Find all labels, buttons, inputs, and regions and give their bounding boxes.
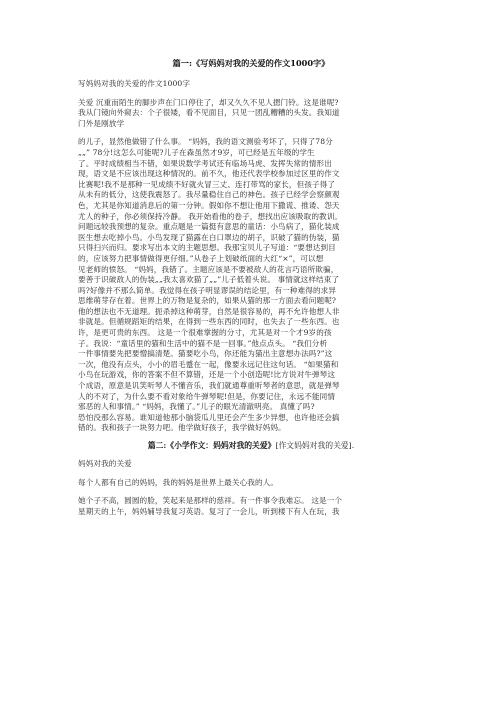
text-line: 从未有的低分，这使我震怒了。我尽量稳住自己的神色。孩子已经学会察颜观 bbox=[78, 190, 340, 200]
text-line: 非就是。但循规蹈矩的结果，在得到一些东西的同时，也失去了一些东西。也 bbox=[78, 317, 340, 327]
article1-intro bbox=[78, 98, 424, 130]
text-line: 吗?好像并不那么简单。我觉得在孩子明显谬误的结论里，有一种难得的求异 bbox=[78, 285, 337, 295]
text-line: 只得扫兴而归。要求写出本文的主题思想。我那宝贝儿子写道：“要想达到目 bbox=[78, 243, 336, 253]
text-line: 尤人的种子，你必须保持冷静。 我开始看他的卷子，想找出应该吸取的教训。 bbox=[78, 211, 343, 221]
text-line: 错的。我和孩子一块努力吧。他学做好孩子，我学做好妈妈。 bbox=[78, 423, 286, 433]
text-line: 邪恶的人和事情。” “妈妈，我懂了。”儿子的眼光清澈明亮。 真懂了吗? bbox=[78, 402, 315, 412]
text-line: 的，应该努力把事情做得更仔细。”从卷子上划破纸面的大红“×”，可以想 bbox=[78, 253, 324, 263]
article1-title: 篇一:《写妈妈对我的关爱的作文1000字》 bbox=[172, 58, 330, 68]
text-line: 恐怕没那么容易。谁知道他那小脑袋瓜儿里还会产生多少异想，也许他还会搞 bbox=[78, 412, 340, 422]
text-line: 见老师的愤怒。 “妈妈，我错了。主题应该是不要被敌人的花言巧语所欺骗， bbox=[78, 264, 339, 274]
text-line: 一件事情要先把要憎搞清楚。猫要吃小鸟，你还能为猫出主意想办法吗?”这 bbox=[78, 349, 333, 359]
text-line: 关爱 沉重而陌生的脚步声在门口停住了，却又久久不见人摁门铃。这是谁呢? bbox=[78, 97, 339, 107]
text-line: 问题远较我预想的复杂。重点题是一篇挺有意思的童话：小鸟病了，猫化装成 bbox=[78, 222, 340, 232]
text-line: 人的不对了，为什么要不看对象给牛弹琴呢!但是，你要记住，永远不能同情 bbox=[78, 391, 336, 401]
text-line: 他的想法也不无道理。扼杀掉这种萌芽，自然是很容易的，再不允许他想人非 bbox=[78, 306, 340, 316]
text-line: 色，尤其是你知道消息后的第一分钟。假如你不想让他用下撒谎、推诿、怨天 bbox=[78, 200, 340, 210]
article2-title: 篇二:《小学作文：妈妈对我的关爱》 bbox=[147, 441, 276, 450]
text-line: 门外是刚放学 bbox=[78, 118, 125, 128]
article1-body bbox=[78, 137, 424, 434]
article2-title-suffix: [作文妈妈对我的关爱]. bbox=[275, 441, 355, 450]
article2-heading bbox=[78, 440, 424, 451]
text-line: 我从门镜向外窥去：个子很矮，看不见面目，只见一团乱糟糟的头发。我知道 bbox=[78, 108, 340, 118]
article2-subtitle: 妈妈对我的关爱 bbox=[78, 459, 132, 468]
text-line: 的儿子，显然他做错了什么事。 “妈妈，我的语文测验考坏了，只得了78分 bbox=[78, 137, 333, 147]
text-line: 她个子不高，圆圆的脸，笑起来是那样的慈祥。有一件事令我难忘。 这是一个 bbox=[78, 496, 343, 506]
text-line: 许，是更可贵的东西。 这是一个很难掌握的分寸，尤其是对一个才9岁的孩 bbox=[78, 328, 332, 338]
text-line: 思维萌芽存在着。世界上的万物是复杂的，如果从猫的那一方面去看问题呢? bbox=[78, 296, 337, 306]
article2-para1: 每个人都有自己的妈妈，我的妈妈是世界上最关心我的人。 bbox=[78, 477, 279, 487]
text-line: 医生想去吃掉小鸟。小鸟发现了猫露在白口罩边的胡子，识破了猫的伪装，猫 bbox=[78, 232, 340, 242]
text-line: 现，语文是不应该出现这种情况的。前不久，他还代表学校参加过区里的作文 bbox=[78, 169, 340, 179]
article2-para2 bbox=[78, 496, 424, 517]
text-line: „„” 78分!这怎么可能呢?儿子在森虽然才9岁，可已经是五年级的学生 bbox=[78, 147, 315, 157]
text-line: 星期天的上午，妈妈辅导我复习英语。复习了一会儿，听到楼下有人在玩，我 bbox=[78, 506, 340, 516]
text-line: 了。平时成绩相当不错，如果说数学考试还有临场马虎、发挥失常的情形出 bbox=[78, 158, 332, 168]
text-line: 小鸟在玩游戏，你的答案不但不算错，还是一个小创造呢!比方说对牛弹琴这 bbox=[78, 370, 336, 380]
text-line: 个成语，原意是讥笑听琴人不懂音乐，我们就通尊重听琴者的意思，就是弹琴 bbox=[78, 381, 340, 391]
article1-subtitle: 写妈妈对我的关爱的作文1000字 bbox=[78, 79, 191, 88]
text-line: 一次，他没有点头，小小的眉毛蹙在一起，像要永远记住这句话。 “如果猫和 bbox=[78, 359, 339, 369]
text-line: 要善于识破敌人的伪装„„我太喜欢猫了„„”儿子低着头说。 事情就这样结束了 bbox=[78, 275, 340, 285]
text-line: 子。我说：“童话里的猫和生活中的猫不是一回事。”他点点头。 “我们分析 bbox=[78, 338, 328, 348]
text-line: 比赛呢!我不是那种一见成绩不好就火冒三丈、连打带骂的家长，但孩子得了 bbox=[78, 179, 336, 189]
